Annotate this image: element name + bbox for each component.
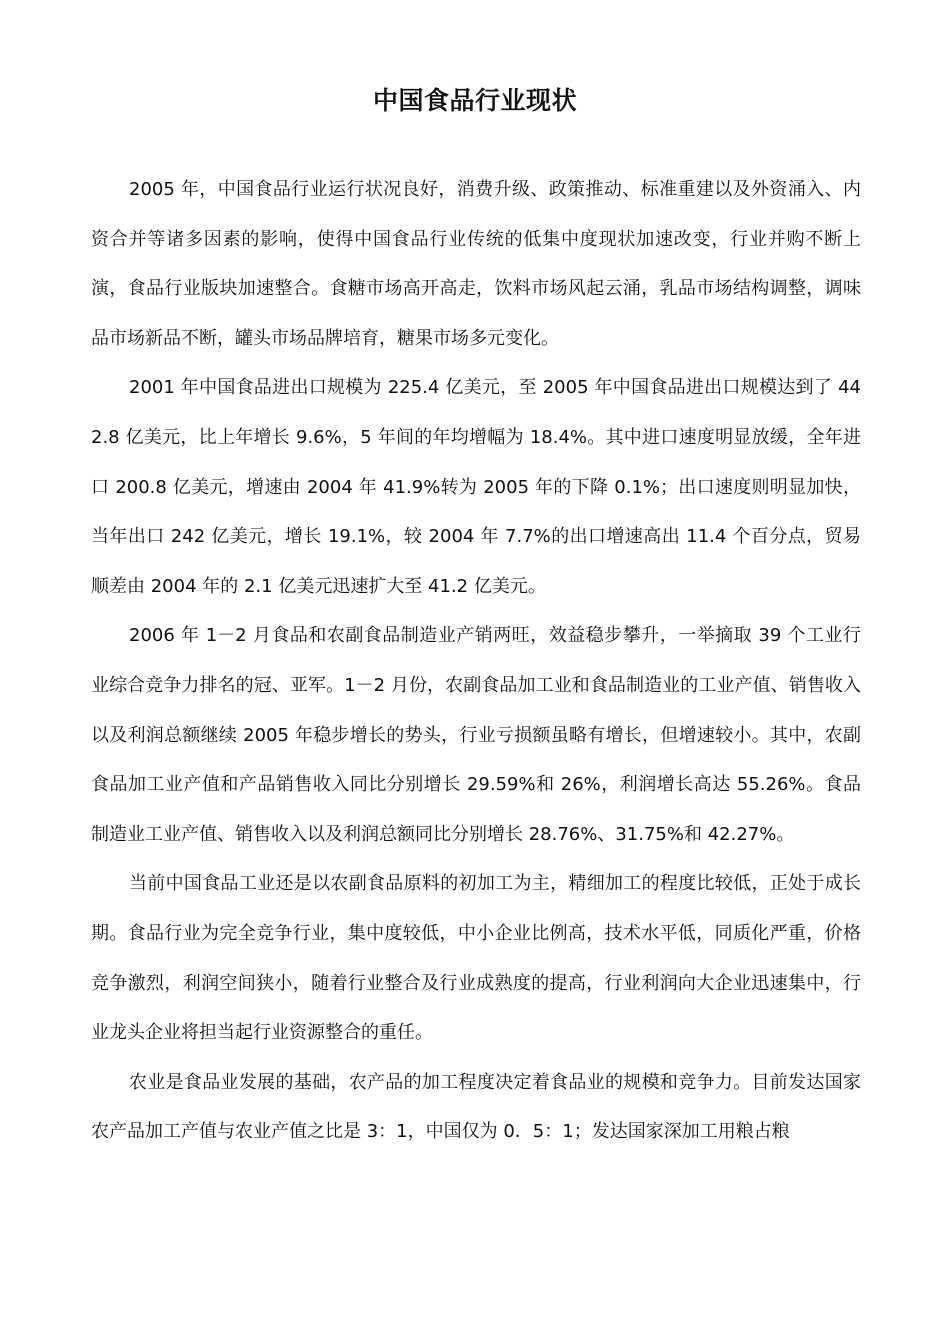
paragraph-import-export: 2001 年中国食品进出口规模为 225.4 亿美元，至 2005 年中国食品进出口规模达到了 442.8 亿美元，比上年增长 9.6%，5 年间的年均增幅为 18.4%。其中进口速度明显放缓，全年进口 200.8 亿美元，增速由 2004 年 41.9%转为 2005 年的下降 0.1%；出口速度则明显加快，当年出口 242 亿美元，增长 19.1%，较 2004 年 7.7%的出口增速高出 11.4 个百分点，贸易顺差由 2004 年的 2.1 亿美元迅速扩大至 41.2 亿美元。 — [91, 377, 861, 597]
paragraph-industry-structure: 当前中国食品工业还是以农副食品原料的初加工为主，精细加工的程度比较低，正处于成长期。食品行业为完全竞争行业，集中度较低，中小企业比例高，技术水平低，同质化严重，价格竞争激烈，利润空间狭小，随着行业整合及行业成熟度的提高，行业利润向大企业迅速集中，行业龙头企业将担当起行业资源整合的重任。 — [91, 873, 861, 1044]
document-body — [91, 165, 861, 1157]
paragraph-2006-production: 2006 年 1－2 月食品和农副食品制造业产销两旺，效益稳步攀升，一举摘取 39 个工业行业综合竞争力排名的冠、亚军。1－2 月份，农副食品加工业和食品制造业的工业产值、销售收入以及利润总额继续 2005 年稳步增长的势头，行业亏损额虽略有增长，但增速较小。其中，农副食品加工业产值和产品销售收入同比分别增长 29.59%和 26%，利润增长高达 55.26%。食品制造业工业产值、销售收入以及利润总额同比分别增长 28.76%、31.75%和 42.27%。 — [91, 625, 861, 845]
paragraph-agriculture-basis: 农业是食品业发展的基础，农产品的加工程度决定着食品业的规模和竞争力。目前发达国家农产品加工产值与农业产值之比是 3：1，中国仅为 0．5：1；发达国家深加工用粮占粮 — [91, 1071, 861, 1143]
document-title: 中国食品行业现状 — [372, 86, 577, 115]
paragraph-industry-overview: 2005 年，中国食品行业运行状况良好，消费升级、政策推动、标准重建以及外资涌入、内资合并等诸多因素的影响，使得中国食品行业传统的低集中度现状加速改变，行业并购不断上演，食品行业版块加速整合。食糖市场高开高走，饮料市场风起云涌，乳品市场结构调整，调味品市场新品不断，罐头市场品牌培育，糖果市场多元变化。 — [91, 179, 861, 349]
